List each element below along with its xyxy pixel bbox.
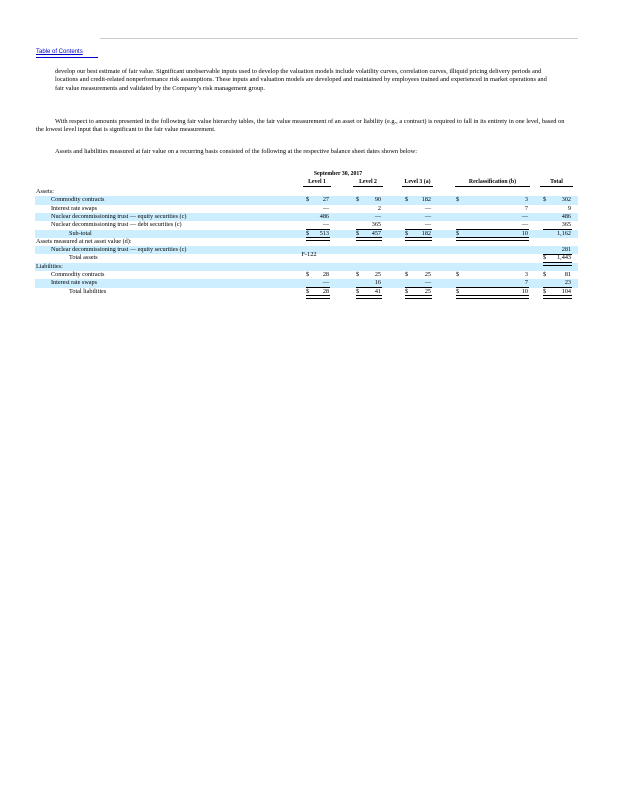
total-double-underline — [405, 295, 432, 298]
row-label: Nuclear decommissioning trust — equity securities (c) — [51, 212, 187, 220]
row-label: Commodity contracts — [51, 271, 105, 278]
row-label: Nuclear decommissioning trust — debt securities (c) — [51, 221, 182, 229]
table-cell: 486 — [319, 212, 329, 220]
table-cell: 10 — [521, 287, 528, 295]
currency-symbol: $ — [543, 196, 547, 204]
table-cell: 104 — [561, 287, 571, 295]
row-label: Sub-total — [69, 229, 92, 237]
column-header-underline — [540, 186, 573, 187]
currency-symbol: $ — [356, 229, 360, 237]
row-label: Assets measured at net asset value (d): — [36, 237, 132, 245]
table-cell: — — [322, 221, 329, 229]
table-cell: 1,443 — [557, 254, 571, 262]
paragraph-table-intro: Assets and liabilities measured at fair value on a recurring basis consisted of the following at the respective balance sheet dates shown below: — [55, 148, 418, 155]
table-cell: 28 — [322, 271, 329, 278]
table-cell: 3 — [524, 196, 528, 204]
currency-symbol: $ — [405, 287, 409, 295]
currency-symbol: $ — [306, 287, 310, 295]
table-cell: 3 — [524, 271, 528, 278]
table-cell: 25 — [374, 271, 381, 278]
table-cell: 513 — [319, 229, 329, 237]
table-cell: 281 — [561, 246, 571, 254]
table-row — [35, 271, 578, 279]
column-header: Total — [550, 179, 563, 185]
column-header-underline — [353, 186, 383, 187]
paragraph-valuation-inputs: develop our best estimate of fair value. Significant unobservable inputs used to develop the valuation models include volatility curves, correlation curves, illiquid pricing delivery periods and locations and credit-related nonperformance risk assumptions. These inputs and valuation models are developed and maintained by employees trained and experienced in market operations and fair value measurements and validated by the Company’s risk management group. — [55, 68, 547, 92]
subtotal-underline — [306, 287, 330, 288]
currency-symbol: $ — [543, 287, 547, 295]
table-cell: 1,162 — [557, 229, 571, 237]
period-header: September 30, 2017 — [313, 171, 363, 177]
column-header-underline — [455, 186, 530, 187]
table-row — [35, 205, 578, 213]
subtotal-underline — [405, 287, 432, 288]
table-cell: 16 — [374, 279, 381, 287]
subtotal-underline — [356, 229, 382, 230]
currency-symbol: $ — [543, 271, 547, 278]
currency-symbol: $ — [306, 229, 310, 237]
table-cell: — — [424, 279, 431, 287]
table-cell: 2 — [377, 204, 381, 212]
total-double-underline — [543, 262, 572, 265]
currency-symbol: $ — [456, 271, 460, 278]
table-cell: 457 — [371, 229, 381, 237]
table-row — [35, 213, 578, 221]
table-cell: 302 — [561, 196, 571, 204]
table-cell: 365 — [371, 221, 381, 229]
row-label: Commodity contracts — [51, 196, 105, 204]
table-cell: — — [322, 204, 329, 212]
table-cell: — — [521, 212, 528, 220]
currency-symbol: $ — [405, 196, 409, 204]
page-number: F-122 — [301, 251, 317, 258]
total-double-underline — [306, 295, 330, 298]
table-cell: 81 — [564, 271, 571, 278]
row-label: Interest rate swaps — [51, 279, 98, 287]
table-cell: 25 — [424, 271, 431, 278]
table-cell: 25 — [424, 287, 431, 295]
table-row — [35, 196, 578, 204]
table-cell: 23 — [564, 279, 571, 287]
currency-symbol: $ — [456, 287, 460, 295]
table-cell: 9 — [567, 204, 571, 212]
table-cell: 486 — [561, 212, 571, 220]
row-label: Liabilities: — [36, 262, 63, 270]
currency-symbol: $ — [456, 229, 460, 237]
table-cell: 7 — [524, 279, 528, 287]
subtotal-underline — [306, 229, 330, 230]
table-cell: — — [374, 212, 381, 220]
total-double-underline — [306, 237, 330, 240]
subtotal-underline — [543, 287, 572, 288]
currency-symbol: $ — [356, 196, 360, 204]
column-header: Level 1 — [308, 179, 326, 185]
table-row — [35, 188, 578, 196]
toc-link-underline — [36, 57, 98, 58]
row-label: Total assets — [69, 254, 98, 262]
column-header: Level 2 — [359, 179, 377, 185]
subtotal-underline — [356, 287, 382, 288]
currency-symbol: $ — [405, 271, 409, 278]
currency-symbol: $ — [456, 196, 460, 204]
total-double-underline — [356, 237, 382, 240]
column-header-underline — [303, 186, 331, 187]
subtotal-underline — [405, 229, 432, 230]
subtotal-underline — [543, 229, 572, 230]
total-double-underline — [543, 295, 572, 298]
table-cell: 10 — [521, 229, 528, 237]
currency-symbol: $ — [356, 271, 360, 278]
table-cell: 365 — [561, 221, 571, 229]
row-label: Nuclear decommissioning trust — equity securities (c) — [51, 246, 187, 254]
row-label: Assets: — [36, 188, 54, 195]
row-label: Interest rate swaps — [51, 204, 98, 212]
table-cell: — — [322, 279, 329, 287]
currency-symbol: $ — [543, 254, 547, 262]
total-double-underline — [456, 237, 529, 240]
total-double-underline — [356, 295, 382, 298]
table-cell: — — [424, 204, 431, 212]
currency-symbol: $ — [356, 287, 360, 295]
subtotal-underline — [456, 229, 529, 230]
table-cell: 28 — [322, 287, 329, 295]
total-double-underline — [405, 237, 432, 240]
header-rule — [100, 38, 578, 39]
currency-symbol: $ — [405, 229, 409, 237]
column-header: Reclassification (b) — [468, 179, 517, 185]
table-cell: 182 — [421, 196, 431, 204]
column-header-underline — [402, 186, 433, 187]
total-double-underline — [456, 295, 529, 298]
table-cell: 27 — [322, 196, 329, 204]
row-label: Total liabilities — [69, 287, 107, 295]
paragraph-hierarchy-levels: With respect to amounts presented in the following fair value hierarchy tables, the fair value measurement of an asset or liability (e.g., a contract) is required to fall in its entirety in one level, based on the lowest level input that is significant to the fair value measurement. — [36, 118, 565, 134]
table-cell: — — [424, 212, 431, 220]
table-row — [35, 263, 578, 271]
table-cell: — — [424, 221, 431, 229]
currency-symbol: $ — [306, 271, 310, 278]
currency-symbol: $ — [306, 196, 310, 204]
table-cell: 41 — [374, 287, 381, 295]
table-cell: 182 — [421, 229, 431, 237]
table-cell: 7 — [524, 204, 528, 212]
table-cell: 90 — [374, 196, 381, 204]
table-cell: — — [521, 221, 528, 229]
column-header: Level 3 (a) — [404, 179, 431, 185]
table-of-contents-link[interactable]: Table of Contents — [36, 49, 83, 55]
subtotal-underline — [456, 287, 529, 288]
